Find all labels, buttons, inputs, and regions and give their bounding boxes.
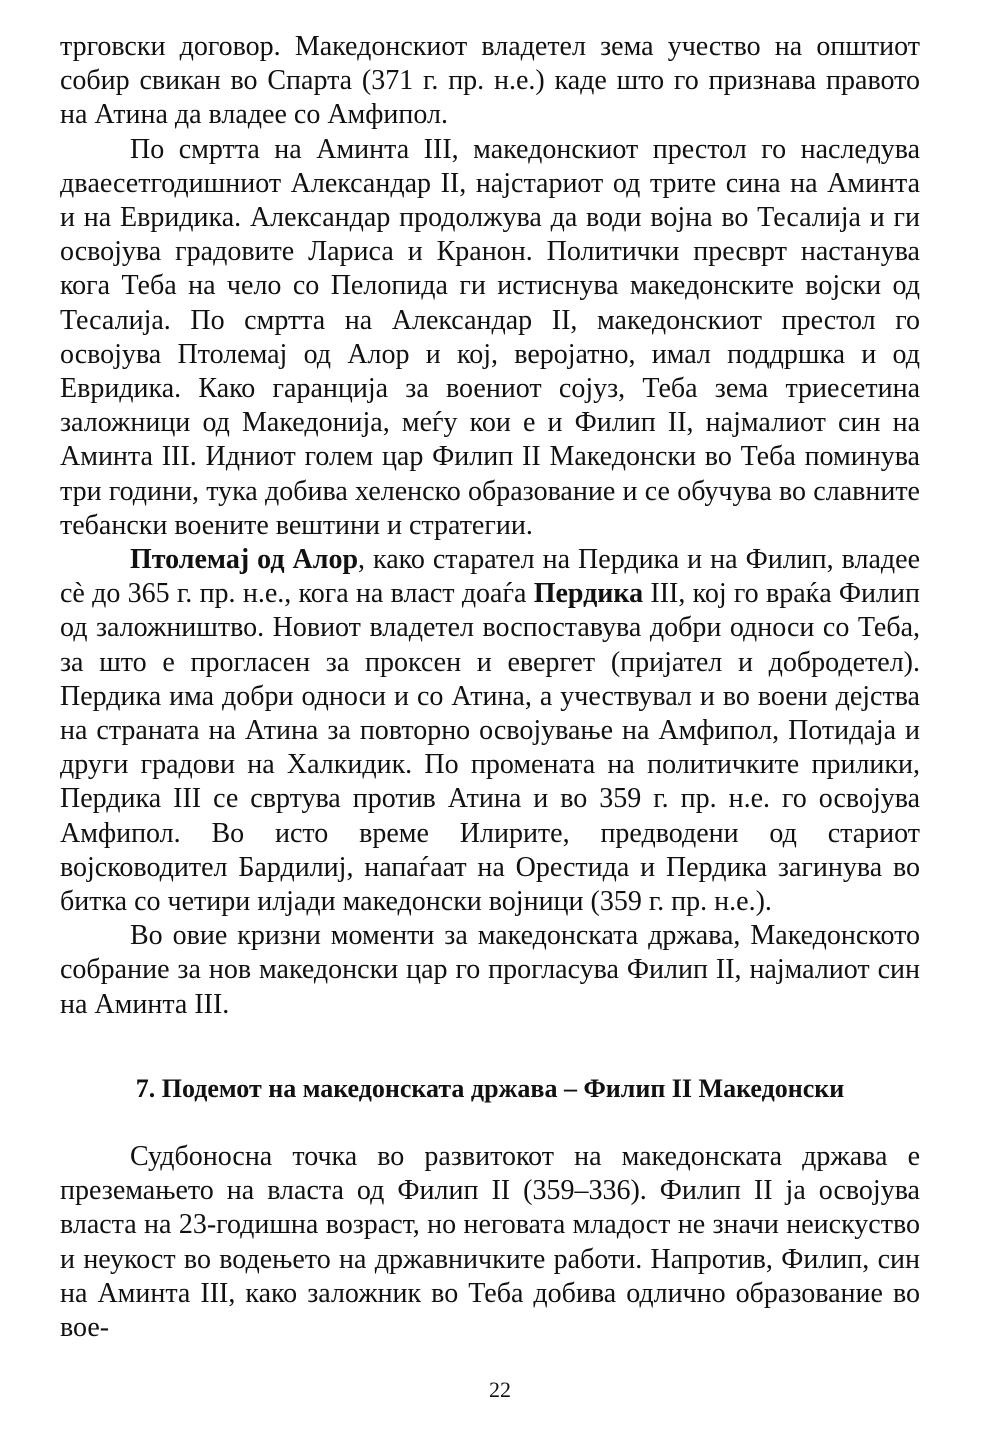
paragraph-3-text-2: III, кој го враќа Филип од заложништво. Новиот владетел воспоставува добри односи со Теба, за што е прогласен за проксен и евергет (пријател и добродетел). Пердика има добри односи и со Атина, а учествувал и во воени дејства на страната на Атина за повторно освојување на Амфипол, Потидаја и други градови на Халкидик. По промената на политичките прилики, Пердика III се свртува против Атина и во 359 г. пр. н.е. го освојува Амфипол. Во исто време Илирите, предводени од стариот војсководител Бардилиј, напаѓаат на Орестида и Пердика загинува во битка со четири илјади македонски војници (359 г. пр. н.е.). xyxy=(60,578,920,918)
bold-term-perdiccas: Пердика xyxy=(533,578,644,610)
document-body xyxy=(60,30,920,1022)
paragraph-2: По смртта на Аминта III, македонскиот престол го наследува двaесетгодишниот Александар II, најстариот од трите сина на Аминта и на Евридика. Александар продолжува да води војна во Тесалија и ги освојува градовите Лариса и Кранон. Политички пресврт настанува кога Теба на чело со Пелопида ги истиснува македонските војски од Тесалија. По смртта на Александар II, македонскиот престол го освојува Птолемај од Алор и кој, веројатно, имал поддршка и од Евридика. Како гаранција за воениот сојуз, Теба зема триесетина заложници од Македонија, меѓу кои е и Филип II, најмалиот син на Аминта III. Идниот голем цар Филип II Македонски во Теба поминува три години, тука добива хеленско образование и се обучува во славните тебански воените вештини и стратегии. xyxy=(60,133,920,541)
paragraph-4: Во овие кризни моменти за македонската држава, Македонското собрание за нов македонски цар го прогласува Филип II, најмалиот син на Аминта III. xyxy=(60,920,920,1020)
section-body xyxy=(60,1140,920,1345)
paragraph-1: трговски договор. Македонскиот владетел зема учество на општиот собир свикан во Спарта (371 г. пр. н.е.) каде што го признава правото на Атина да владее со Амфипол. xyxy=(60,31,920,131)
paragraph-3 xyxy=(60,543,920,919)
paragraph-3-text-1: , како старател на Пердика и на Филип, владее сè до 365 г. пр. н.е., кога на власт доаѓа xyxy=(60,544,921,610)
page-number: 22 xyxy=(489,1377,511,1402)
section-heading: 7. Подемот на македонската држава – Филип II Македонски xyxy=(135,1074,845,1103)
bold-term-ptolemy: Птолемај од Алор xyxy=(130,544,359,576)
section-paragraph-1: Судбоносна точка во развитокот на македонската држава е преземањето на власта од Филип II (359–336). Филип II ја освојува власта на 23-годишна возраст, но неговата младост не значи неискуство и неукост во водењето на државничките работи. Напротив, Филип, син на Аминта III, како заложник во Теба добива одлично образование во вое- xyxy=(60,1141,920,1344)
